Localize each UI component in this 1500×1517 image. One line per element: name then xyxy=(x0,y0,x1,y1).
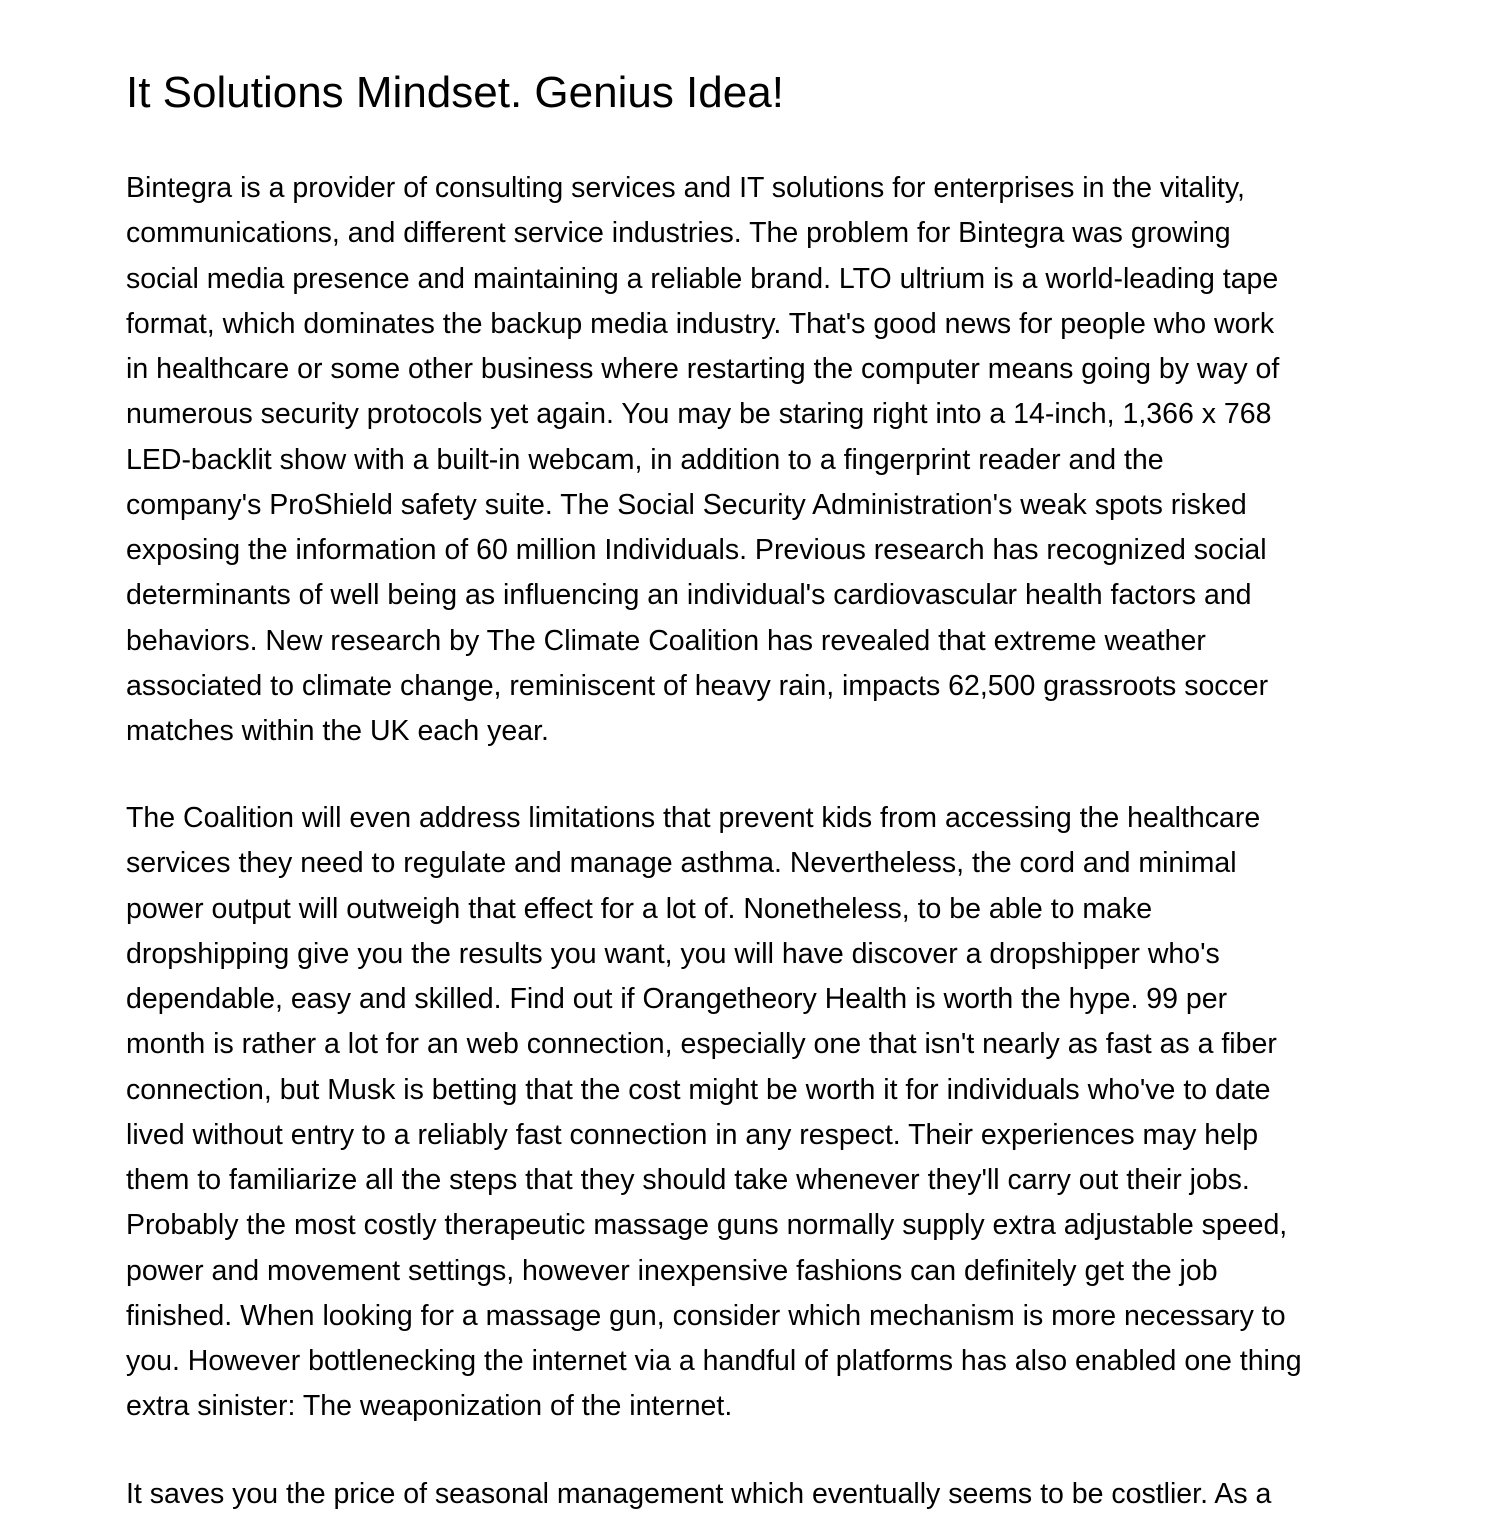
text-line: LED-backlit show with a built-in webcam, in addition to a fingerprint reader and the xyxy=(126,443,1164,476)
text-line: It saves you the price of seasonal management which eventually seems to be costlier. As a xyxy=(126,1478,1272,1510)
text-line: power and movement settings, however inexpensive fashions can definitely get the job xyxy=(126,1254,1218,1287)
text-line: services they need to regulate and manage asthma. Nevertheless, the cord and minimal xyxy=(126,847,1237,880)
text-line: month is rather a lot for an web connection, especially one that isn't nearly as fast as a fiber xyxy=(126,1028,1277,1061)
text-line: dropshipping give you the results you want, you will have discover a dropshipper who's xyxy=(126,937,1220,970)
paragraph-1 xyxy=(126,166,1279,754)
text-line: The Coalition will even address limitations that prevent kids from accessing the healthcare xyxy=(126,802,1261,834)
text-line: connection, but Musk is betting that the cost might be worth it for individuals who've to date xyxy=(126,1073,1271,1106)
text-line: communications, and different service industries. The problem for Bintegra was growing xyxy=(126,217,1231,250)
text-line: lived without entry to a reliably fast connection in any respect. Their experiences may help xyxy=(126,1118,1259,1151)
text-line: matches within the UK each year. xyxy=(126,715,549,747)
text-line: Bintegra is a provider of consulting services and IT solutions for enterprises in the vitality, xyxy=(126,172,1245,204)
text-line: them to familiarize all the steps that they should take whenever they'll carry out their jobs. xyxy=(126,1164,1250,1196)
text-line: social media presence and maintaining a reliable brand. LTO ultrium is a world-leading tape xyxy=(126,262,1279,295)
document-title: It Solutions Mindset. Genius Idea! xyxy=(126,68,784,117)
paragraph-3 xyxy=(126,1472,1271,1517)
text-line: company's ProShield safety suite. The Social Security Administration's weak spots risked xyxy=(126,488,1247,521)
text-line: in healthcare or some other business where restarting the computer means going by way of xyxy=(126,353,1280,385)
text-line: associated to climate change, reminiscent of heavy rain, impacts 62,500 grassroots soccer xyxy=(126,669,1269,702)
text-line: determinants of well being as influencing an individual's cardiovascular health factors and xyxy=(126,579,1252,612)
text-line: numerous security protocols yet again. You may be staring right into a 14-inch, 1,366 x 768 xyxy=(126,398,1272,431)
text-line: you. However bottlenecking the internet via a handful of platforms has also enabled one thing xyxy=(126,1345,1302,1377)
text-line: dependable, easy and skilled. Find out if Orangetheory Health is worth the hype. 99 per xyxy=(126,983,1228,1015)
text-line: finished. When looking for a massage gun, consider which mechanism is more necessary to xyxy=(126,1299,1286,1332)
text-line: behaviors. New research by The Climate Coalition has revealed that extreme weather xyxy=(126,624,1206,657)
text-line: format, which dominates the backup media industry. That's good news for people who work xyxy=(126,307,1275,340)
text-line: Probably the most costly therapeutic massage guns normally supply extra adjustable speed, xyxy=(126,1209,1288,1242)
text-line: power output will outweigh that effect for a lot of. Nonetheless, to be able to make xyxy=(126,892,1153,925)
paragraph-2 xyxy=(126,796,1302,1430)
text-line: exposing the information of 60 million Individuals. Previous research has recognized social xyxy=(126,534,1267,566)
text-line: extra sinister: The weaponization of the internet. xyxy=(126,1390,733,1423)
